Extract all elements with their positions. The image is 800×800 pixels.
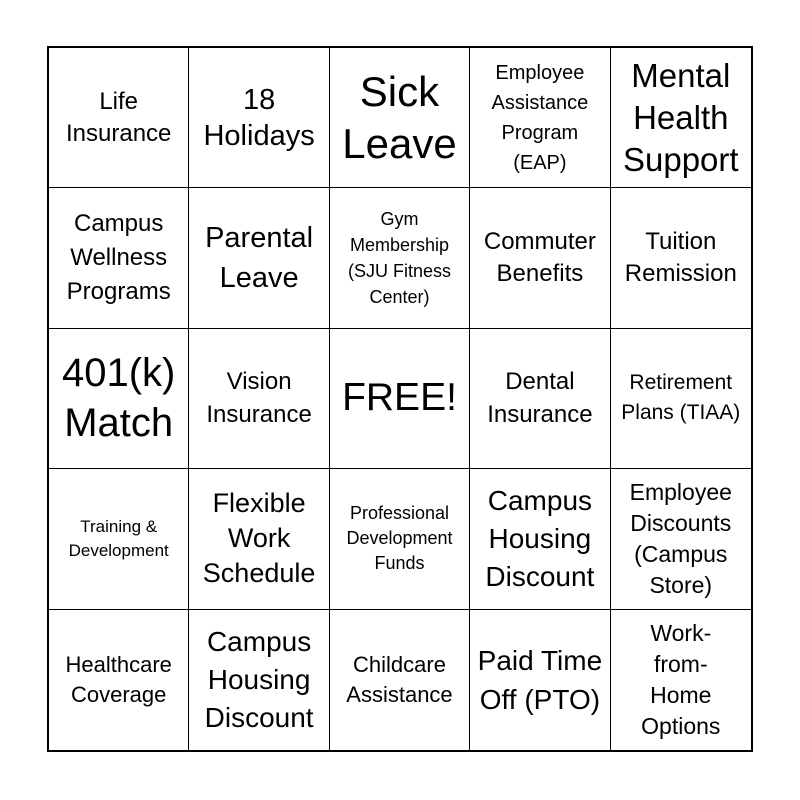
cell-text: Dental Insurance (487, 368, 593, 429)
bingo-cell-r4-c5[interactable] (611, 469, 751, 609)
bingo-cell-r4-c2[interactable] (189, 469, 329, 609)
cell-text: 401(k) Match (62, 351, 176, 446)
cell-text: Gym Membership (SJU Fitness Center) (347, 209, 451, 308)
bingo-cell-r4-c4[interactable] (470, 469, 610, 609)
bingo-cell-r1-c3[interactable] (330, 48, 470, 188)
cell-text: Flexible Work Schedule (202, 488, 316, 589)
cell-text: Life Insurance (65, 87, 172, 147)
bingo-cell-r1-c1[interactable] (49, 48, 189, 188)
bingo-cell-r3-c2[interactable] (189, 329, 329, 469)
bingo-cell-r2-c5[interactable] (611, 188, 751, 328)
bingo-cell-r3-c5[interactable] (611, 329, 751, 469)
cell-text: Retirement Plans (TIAA) (621, 371, 741, 425)
bingo-cell-r5-c4[interactable] (470, 610, 610, 750)
cell-text: Commuter Benefits (483, 228, 596, 288)
bingo-cell-r4-c1[interactable] (49, 469, 189, 609)
bingo-cell-r3-c4[interactable] (470, 329, 610, 469)
bingo-cell-r2-c1[interactable] (49, 188, 189, 328)
cell-text: Sick Leave (342, 67, 457, 167)
bingo-cell-r2-c3[interactable] (330, 188, 470, 328)
cell-text: Training & Development (68, 516, 169, 560)
cell-text: Campus Housing Discount (204, 625, 314, 733)
cell-text: Campus Housing Discount (485, 484, 595, 592)
bingo-cell-r1-c5[interactable] (611, 48, 751, 188)
bingo-cell-r4-c3[interactable] (330, 469, 470, 609)
cell-text: Tuition Remission (624, 228, 737, 288)
bingo-cell-r3-c3[interactable] (330, 329, 470, 469)
cell-text: Healthcare Coverage (65, 651, 172, 707)
cell-text: 18 Holidays (203, 83, 315, 152)
bingo-cell-r1-c4[interactable] (470, 48, 610, 188)
cell-text: Paid Time Off (PTO) (477, 644, 603, 715)
cell-text: Employee Assistance Program (EAP) (491, 61, 589, 174)
bingo-cell-r5-c3[interactable] (330, 610, 470, 750)
bingo-cell-r5-c2[interactable] (189, 610, 329, 750)
bingo-board (47, 46, 753, 752)
cell-text: Mental Health Support (622, 56, 739, 178)
cell-text: Work-from-Home Options (641, 619, 721, 739)
bingo-cell-r5-c1[interactable] (49, 610, 189, 750)
cell-text: Employee Discounts (Campus Store) (629, 478, 732, 598)
cell-text: Professional Development Funds (346, 503, 453, 574)
bingo-cell-r5-c5[interactable] (611, 610, 751, 750)
bingo-cell-r2-c2[interactable] (189, 188, 329, 328)
cell-text: Campus Wellness Programs (66, 210, 171, 306)
cell-text: Parental Leave (205, 222, 314, 295)
cell-text: Childcare Assistance (346, 651, 453, 707)
cell-text: FREE! (342, 376, 457, 420)
bingo-cell-r1-c2[interactable] (189, 48, 329, 188)
bingo-cell-r2-c4[interactable] (470, 188, 610, 328)
bingo-cell-r3-c1[interactable] (49, 329, 189, 469)
cell-text: Vision Insurance (206, 368, 312, 429)
